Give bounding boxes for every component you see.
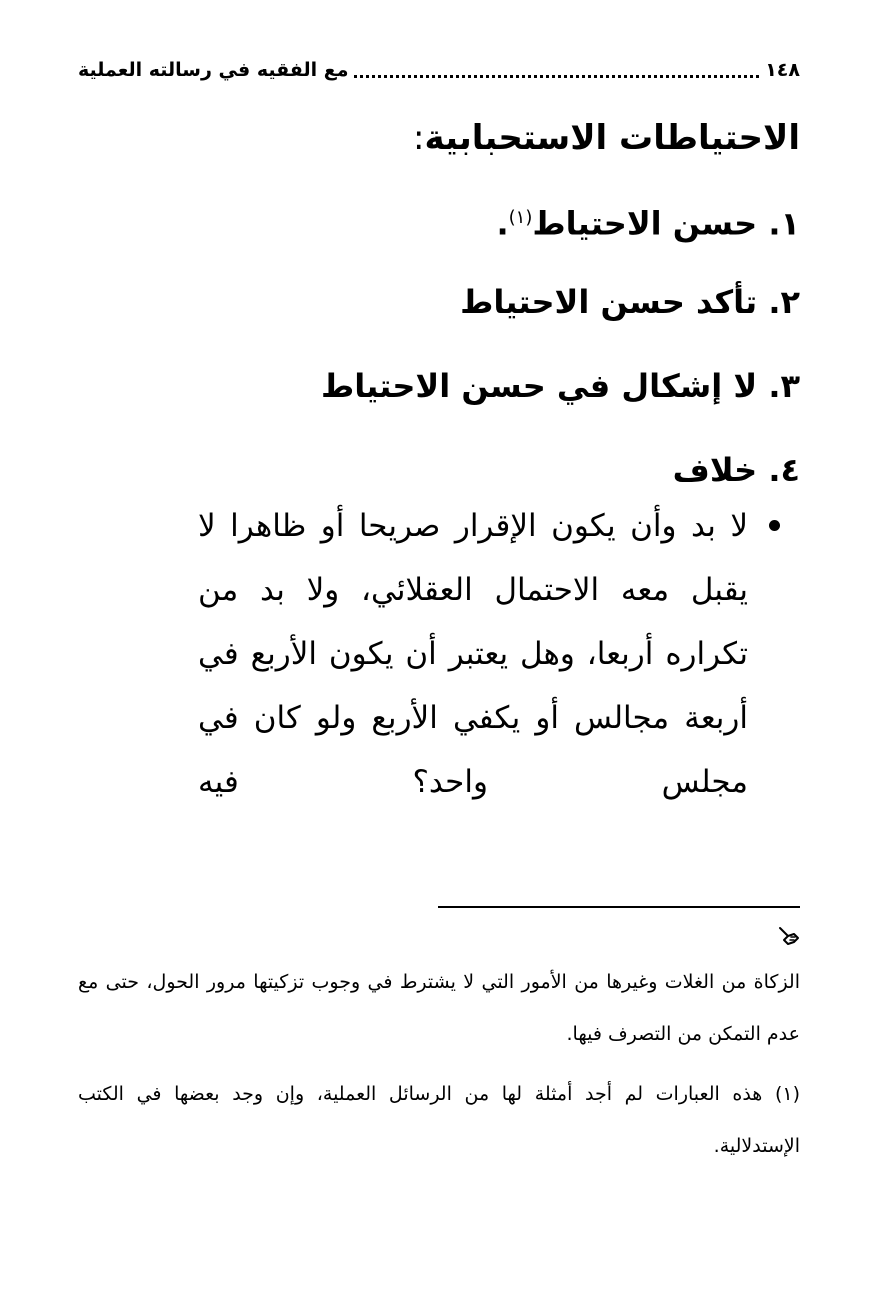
page-number: ١٤٨ [765,59,800,81]
list-item-number: ١. [768,204,800,243]
list-item [321,190,800,274]
list-item [321,358,800,442]
list-item-text: تأكد حسن الاحتياط [460,283,758,321]
section-heading [413,118,800,158]
footnote-1: (١) هذه العبارات لم أجد أمثلة لها من الرسائل العملية، وإن وجد بعضها في الكتب الإستدلالية. [78,1083,800,1157]
footnote-ref[interactable]: (١) [508,207,533,228]
pointing-hand-icon [776,924,802,950]
list-item-number: ٣. [768,367,800,405]
bullet-icon [748,494,800,531]
running-header [78,50,800,90]
bullet-text: لا بد وأن يكون الإقرار صريحا أو ظاهرا لا يقبل معه الاحتمال العقلائي، ولا بد من تكراره أربعا، وهل يعتبر أن يكون الأربع في أربعة مجالس أو يكفي الأربع ولو كان في مجلس واحد؟ فيه [198,508,748,800]
running-title: مع الفقيه في رسالته العملية [78,59,349,81]
dot-leader [354,75,759,78]
section-title-colon: : [413,118,425,158]
footnotes [78,956,800,1172]
list-item [321,274,800,358]
list-item-period: . [496,204,509,243]
numbered-list [321,190,800,526]
list-item-number: ٢. [768,283,800,321]
list-item-text: خلاف [672,451,758,489]
bullet-paragraph [78,494,800,814]
section-title: الاحتياطات الاستحبابية [424,118,800,158]
list-item-text: لا إشكال في حسن الاحتياط [320,367,758,405]
footnote-continuation: الزكاة من الغلات وغيرها من الأمور التي لا يشترط في وجوب تزكيتها مرور الحول، حتى مع عدم التمكن من التصرف فيها. [78,971,800,1045]
list-item-number: ٤. [768,451,800,489]
footnote-divider [438,906,800,908]
list-item-text: حسن الاحتياط [532,204,758,243]
